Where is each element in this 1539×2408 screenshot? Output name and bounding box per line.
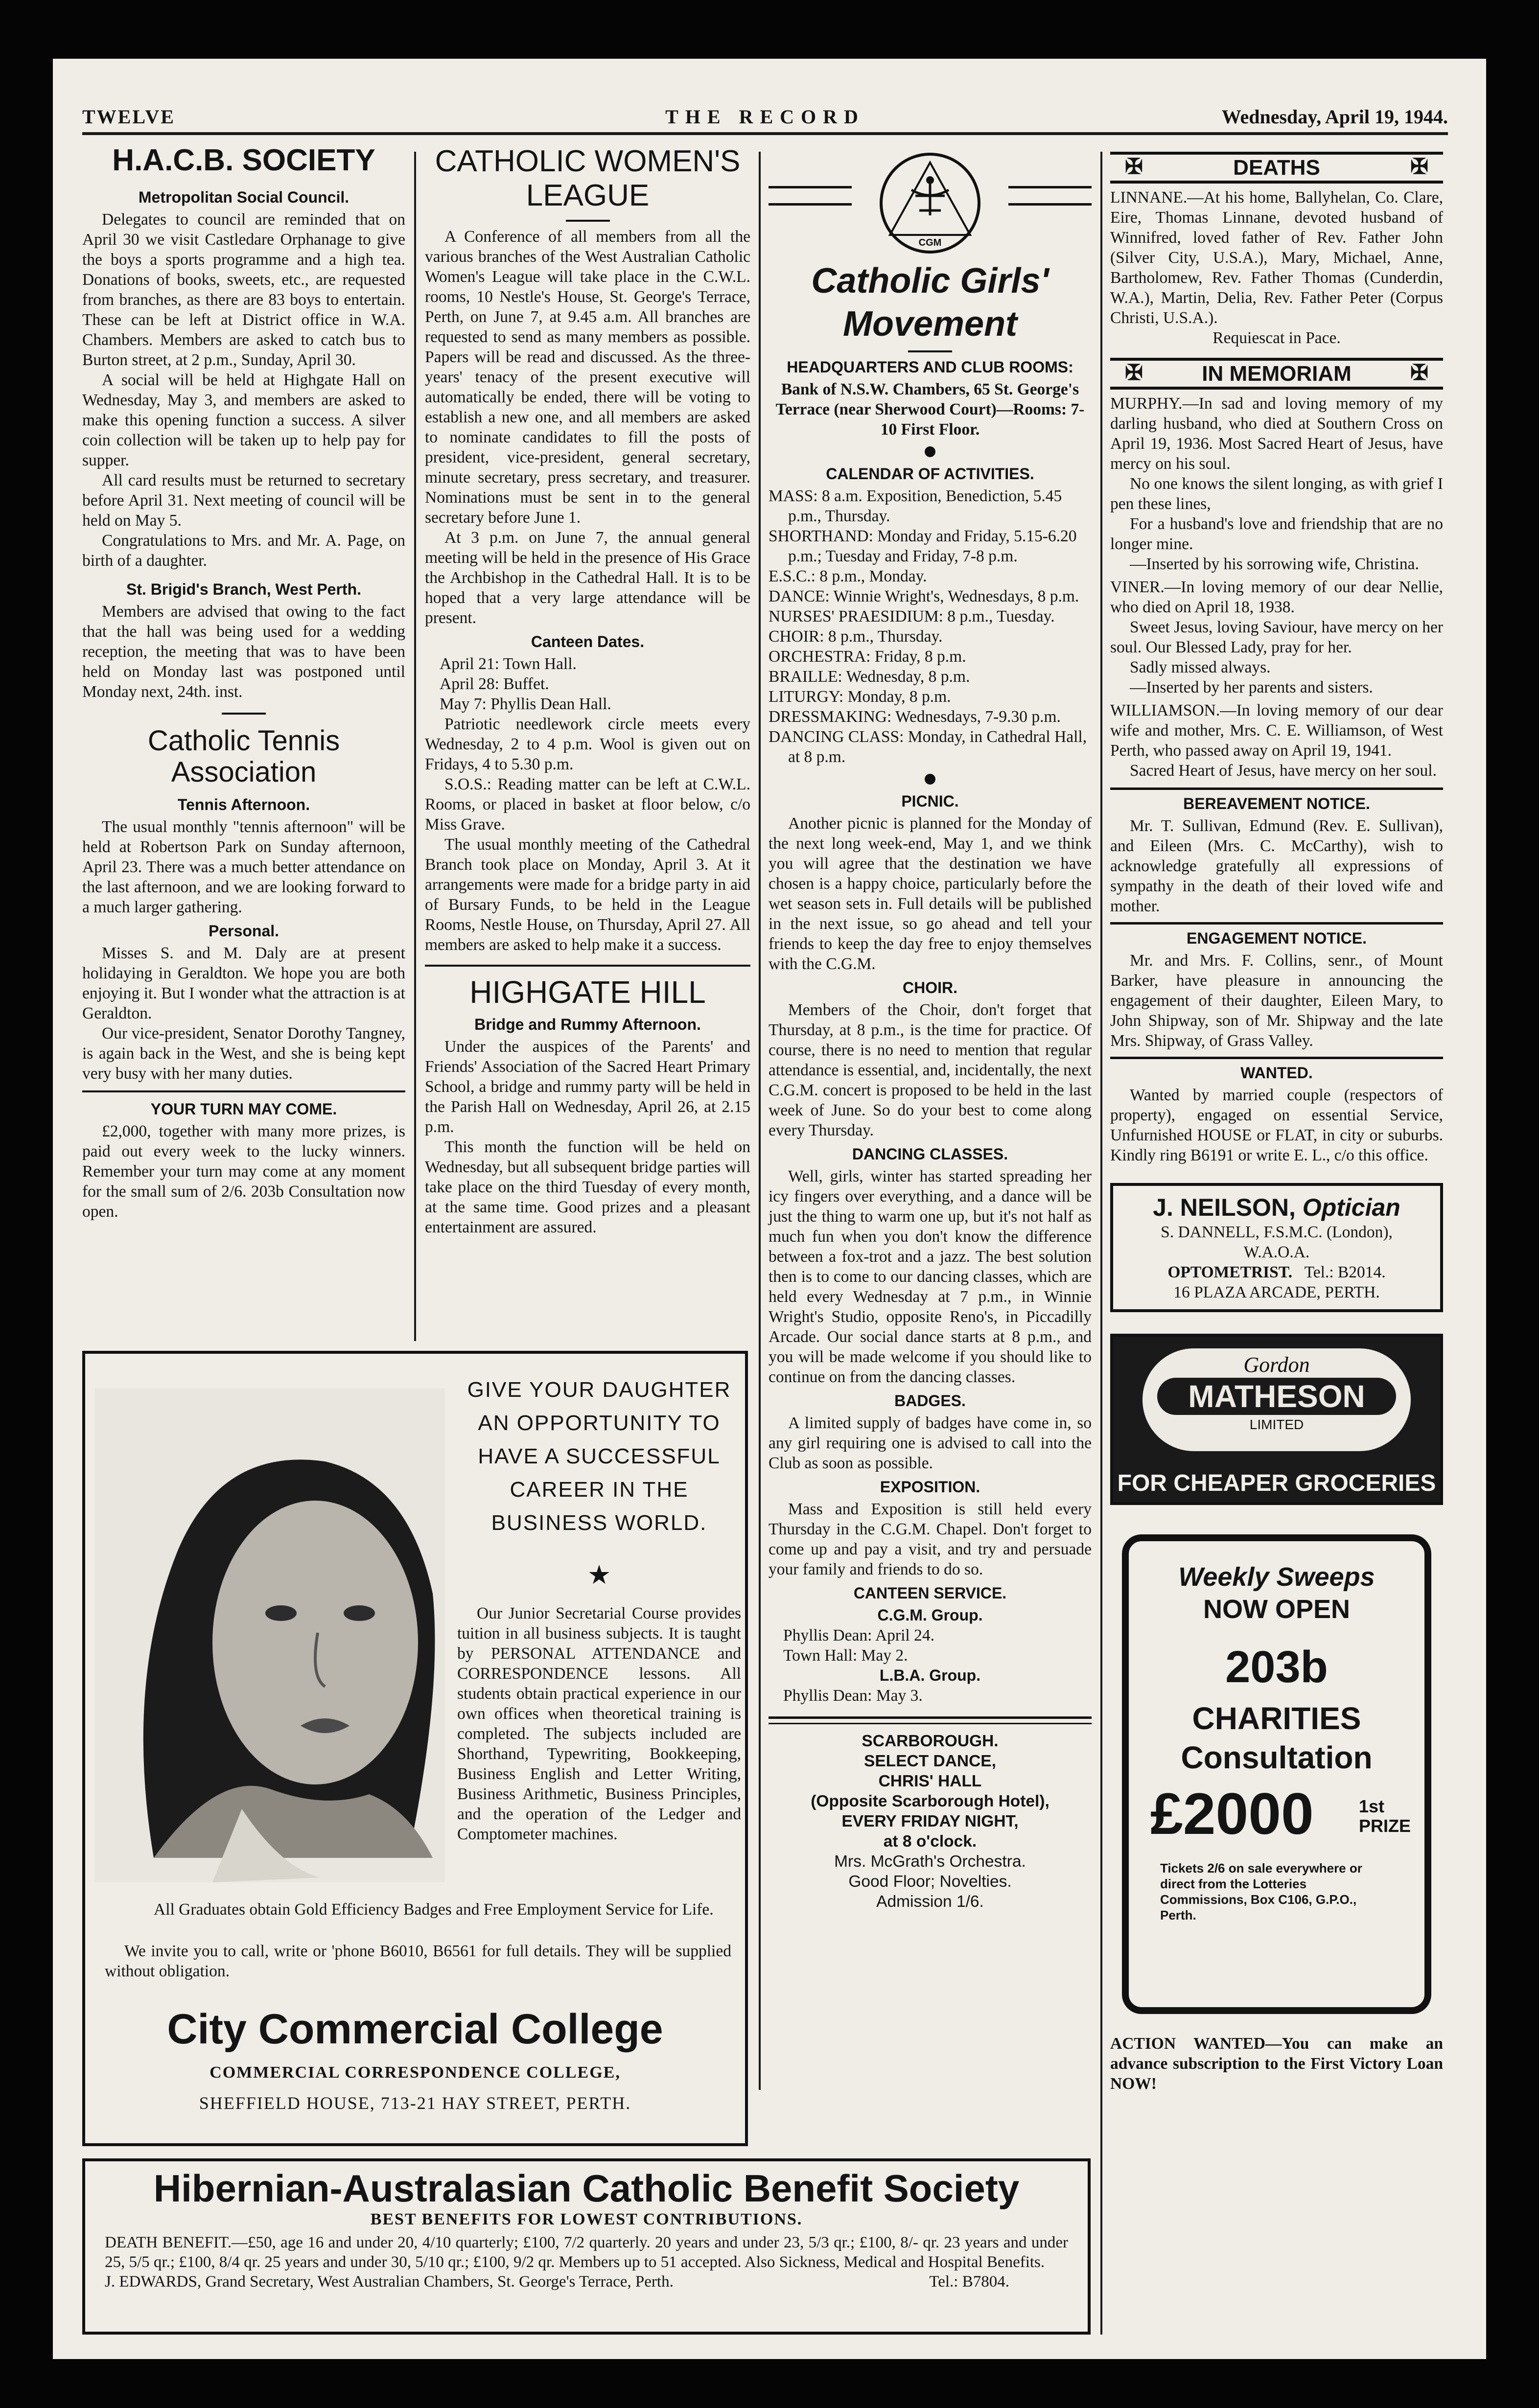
verse: No one knows the silent longing, as with grief I pen these lines, (1110, 475, 1443, 513)
column-4 (1110, 152, 1443, 2094)
ad-body: Our Junior Secretarial Course provides tuition in all business subjects. It is taught by PERSONAL ATTENDANCE and CORRESPONDENCE lessons. All students obtain practical experience in our own offices when theoretical training is completed. The subjects included are Shorthand, Typewriting, Bookkeeping, Business English and Letter Writing, Business Arithmetic, Business Principles, and the operation of the Ledger and Comptometer machines. (457, 1604, 741, 1843)
page-number: TWELVE (82, 106, 175, 128)
paragraph: All card results must be returned to secretary before April 31. Next meeting of council will be held on May 5. (82, 471, 405, 530)
ad-line: Consultation (1181, 1740, 1373, 1775)
section-subheading: YOUR TURN MAY COME. (150, 1100, 337, 1118)
ad-line: Admission 1/6. (876, 1893, 984, 1911)
hibernian-sub: BEST BENEFITS FOR LOWEST CONTRIBUTIONS. (370, 2210, 803, 2228)
memoriam-banner (1110, 358, 1443, 390)
section-subheading: PICNIC. (901, 792, 959, 810)
section-subheading: CANTEEN SERVICE. (853, 1584, 1007, 1602)
paragraph: Mr. T. Sullivan, Edmund (Rev. E. Sullivan), and Eileen (Mrs. C. McCarthy), wish to acknowledge gratefully all expressions of sympathy in the death of their loved wife and mother. (1110, 817, 1443, 915)
star-icon: ★ (587, 1560, 611, 1590)
verse: Sadly missed always. (1130, 658, 1271, 676)
ad-line: 16 PLAZA ARCADE, PERTH. (1173, 1283, 1380, 1301)
paragraph: This month the function will be held on Wednesday, but all subsequent bridge parties will take place on the third Tuesday of every month, at the same time. Good prizes and a pleasant entertainment are assured. (425, 1138, 750, 1236)
paragraph: Patriotic needlework circle meets every Wednesday, 2 to 4 p.m. Wool is given out on Fridays, 4 to 5.30 p.m. (425, 715, 750, 773)
paragraph: Delegates to council are reminded that on April 30 we visit Castledare Orphanage to give the boys a sports programme and a high tea. Donations of books, sweets, etc., are requested from branches, as there are 83 boys to entertain. These can be left at District office in W.A. Chambers. Members are asked to catch bus to Burton street, at 2 p.m., Sunday, April 30. (82, 210, 405, 369)
ad-line: (Opposite Scarborough Hotel), (811, 1792, 1049, 1810)
prize-row (1150, 1781, 1411, 1847)
paragraph: A limited supply of badges have come in, so any girl requiring one is advised to call into the Club as soon as possible. (769, 1414, 1092, 1472)
scarborough-ad (769, 1731, 1092, 1912)
portrait-image (95, 1388, 445, 1882)
divider (1110, 1057, 1443, 1059)
deaths-heading: DEATHS (1233, 156, 1320, 180)
ad-line: Tel.: B2014. (1304, 1263, 1386, 1281)
calendar-item: NURSES' PRAESIDIUM: 8 p.m., Tuesday. (769, 607, 1055, 625)
verse: Sweet Jesus, loving Saviour, have mercy on her soul. Our Blessed Lady, pray for her. (1110, 618, 1443, 656)
cross-icon: ✠ (1125, 155, 1143, 179)
hibernian-ad (82, 2158, 1091, 2335)
paragraph: At 3 p.m. on June 7, the annual general meeting will be held in the presence of His Grace the Archbishop in the Cathedral Hall. It is to be hoped that a very large attendance will be present. (425, 529, 750, 627)
paragraph: Mass and Exposition is still held every Thursday in the C.G.M. Chapel. Don't forget to come up and pay a visit, and try and persuade your family and friends to do so. (769, 1500, 1092, 1578)
ad-line: at 8 o'clock. (883, 1832, 977, 1851)
section-subheading: DANCING CLASSES. (852, 1145, 1008, 1163)
paragraph: Wanted by married couple (respectors of property), engaged on essential Service, Unfurnished HOUSE or FLAT, in city or suburbs. Kindly ring B6191 or write E. L., c/o this office. (1110, 1086, 1443, 1164)
calendar-item: DANCE: Winnie Wright's, Wednesdays, 8 p.m. (769, 587, 1079, 605)
bullet (925, 446, 935, 457)
section-subheading: HEADQUARTERS AND CLUB ROOMS: (787, 358, 1073, 376)
paragraph: Our vice-president, Senator Dorothy Tangney, is again back in the West, and she is being kept very busy with her many duties. (82, 1024, 405, 1083)
section-subheading: Tennis Afternoon. (177, 796, 310, 813)
section-subheading: CHOIR. (903, 979, 957, 996)
column-2 (425, 144, 750, 1237)
ad-headline: GIVE YOUR DAUGHTER AN OPPORTUNITY TO HAVE A SUCCESSFUL CAREER IN THE BUSINESS WORLD. (467, 1378, 731, 1535)
section-subheading: BEREAVEMENT NOTICE. (1183, 795, 1370, 812)
column-divider (414, 152, 416, 1341)
bullet (925, 774, 935, 785)
sweeps-ad (1122, 1534, 1431, 2014)
paragraph: A social will be held at Highgate Hall on Wednesday, May 3, and members are asked to make this opening function a success. A silver coin collection will be taken up to help pay for supper. (82, 371, 405, 469)
hibernian-tel: Tel.: B7804. (929, 2273, 1009, 2291)
ad-line: CHRIS' HALL (878, 1772, 982, 1790)
logo-text: CGM (918, 237, 942, 248)
list-item: Town Hall: May 2. (783, 1646, 908, 1665)
ad-line: SCARBOROUGH. (862, 1732, 999, 1750)
issue-date: Wednesday, April 19, 1944. (1221, 106, 1448, 128)
verse: For a husband's love and friendship that are no longer mine. (1110, 515, 1443, 553)
calendar-item: DANCING CLASS: Monday, in Cathedral Hall, at 8 p.m. (769, 728, 1087, 766)
ad-oval (1143, 1348, 1411, 1451)
masthead (82, 100, 1448, 131)
cross-icon: ✠ (1410, 361, 1428, 385)
hibernian-title: Hibernian-Australasian Catholic Benefit Society (153, 2167, 1020, 2210)
list-item: May 7: Phyllis Dean Hall. (440, 695, 611, 713)
cross-icon: ✠ (1125, 361, 1143, 385)
paragraph: £2,000, together with many more prizes, is paid out every week to the lucky winners. Remember your turn may come at any moment for the small sum of 2/6. 203b Consultation now open. (82, 1122, 405, 1221)
divider (769, 1716, 1092, 1719)
ad-line: S. DANNELL, F.S.M.C. (London), (1161, 1223, 1393, 1241)
matheson-ad (1110, 1334, 1443, 1505)
list-item: April 21: Town Hall. (440, 655, 577, 673)
paragraph: Well, girls, winter has started spreading her icy fingers over everything, and a dance will be just the thing to warm one up, but it's not half as much fun when you don't know the difference between a fox-trot and a jazz. The best solution then is to come to our dancing classes, which are held every Wednesday at 7 p.m., in Winnie Wright's Studio, opposite Reno's, in Piccadilly Arcade. Our social dance starts at 8 p.m., and you will be made welcome if you should like to continue on from the dancing classes. (769, 1167, 1092, 1386)
newspaper-page (53, 59, 1486, 2359)
divider (908, 350, 952, 352)
paragraph: A Conference of all members from all the various branches of the West Australian Catholic Women's League will take place in the C.W.L. rooms, 10 Nestle's House, St. George's Terrace, Perth, on June 7, at 9.45 a.m. All branches are requested to send as many members as possible. Papers will be read and discussed. As the three-years' tenacy of the present executive will automatically be ended, there will be voting to establish a new one, and all members are asked to nominate candidates to fill the posts of president, vice-president, general secretary, minute secretary, press secretary, and treasurer. Nominations must be sent in to the general secretary before June 1. (425, 228, 750, 527)
hibernian-footer (105, 2272, 1068, 2292)
ad-invite: We invite you to call, write or 'phone B6010, B6561 for full details. They will be supplied without obligation. (105, 1942, 731, 1980)
paragraph: Misses S. and M. Daly are at present holidaying in Geraldton. We hope you are both enjoying it. But I wonder what the attraction is at Geraldton. (82, 944, 405, 1022)
memoriam-notice: MURPHY.—In sad and loving memory of my darling husband, who died at Southern Cross on April 19, 1936. Most Sacred Heart of Jesus, have mercy on his soul. (1110, 394, 1443, 473)
column-1 (82, 144, 405, 1222)
ad-number: 203b (1225, 1642, 1328, 1692)
ad-brand: MATHESON (1157, 1378, 1396, 1415)
column-divider (1100, 152, 1102, 2335)
ad-tickets: Tickets 2/6 on sale everywhere or direct from the Lotteries Commissions, Box C106, G.P.O., Perth. (1160, 1861, 1362, 1922)
prize-amount: £2000 (1150, 1781, 1314, 1847)
ad-line: W.A.O.A. (1243, 1243, 1310, 1261)
calendar-item: MASS: 8 a.m. Exposition, Benediction, 5.45 p.m., Thursday. (769, 487, 1062, 525)
ad-line: Good Floor; Novelties. (848, 1873, 1012, 1891)
ad-line: Mrs. McGrath's Orchestra. (834, 1852, 1026, 1871)
memoriam-heading: IN MEMORIAM (1202, 362, 1352, 386)
paragraph: S.O.S.: Reading matter can be left at C.W.L. Rooms, or placed in basket at floor below, c/o Miss Grave. (425, 775, 750, 834)
divider (566, 220, 610, 222)
section-subheading: EXPOSITION. (880, 1478, 980, 1496)
verse: Sacred Heart of Jesus, have mercy on her soul. (1130, 762, 1437, 780)
ad-graduates: All Graduates obtain Gold Efficiency Badges and Free Employment Service for Life. (154, 1900, 714, 1919)
ad-name: J. NEILSON, (1153, 1194, 1296, 1221)
hibernian-secretary: J. EDWARDS, Grand Secretary, West Australian Chambers, St. George's Terrace, Perth. (105, 2273, 674, 2291)
list-item: Phyllis Dean: May 3. (783, 1687, 923, 1705)
section-subheading: Canteen Dates. (531, 633, 645, 650)
memoriam-notice: VINER.—In loving memory of our dear Nellie, who died on April 18, 1938. (1110, 578, 1443, 616)
section-subheading: WANTED. (1240, 1064, 1313, 1082)
memoriam-notice: WILLIAMSON.—In loving memory of our dear wife and mother, Mrs. C. E. Williamson, of West Perth, who passed away on April 19, 1941. (1110, 701, 1443, 760)
divider (1110, 787, 1443, 790)
divider (425, 965, 750, 967)
section-subheading: ENGAGEMENT NOTICE. (1186, 929, 1367, 947)
prize-label: 1st PRIZE (1359, 1796, 1411, 1836)
ad-line: EVERY FRIDAY NIGHT, (841, 1812, 1019, 1830)
section-subheading: Personal. (208, 922, 280, 940)
cgm-logo-block (769, 152, 1092, 259)
calendar-item: BRAILLE: Wednesday, 8 p.m. (769, 668, 970, 686)
college-sub: COMMERCIAL CORRESPONDENCE COLLEGE, (210, 2063, 621, 2082)
section-subheading: CALENDAR OF ACTIVITIES. (826, 465, 1034, 483)
hacb-heading: H.A.C.B. SOCIETY (112, 143, 375, 177)
section-subheading: Bridge and Rummy Afternoon. (474, 1016, 701, 1033)
paragraph: The usual monthly "tennis afternoon" will be held at Robertson Park on Sunday afternoon, April 23. There was a much better attendance on the last afternoon, and we are looking forward to a much larger gathering. (82, 818, 405, 916)
list-item: April 28: Buffet. (440, 675, 549, 693)
decorative-rule (769, 186, 852, 206)
college-address: SHEFFIELD HOUSE, 713-21 HAY STREET, PERTH. (199, 2093, 631, 2113)
ad-line: Weekly Sweeps (1178, 1562, 1375, 1592)
masthead-rule (82, 132, 1448, 135)
ad-line: OPTOMETRIST. (1167, 1263, 1293, 1281)
divider (222, 713, 266, 715)
hibernian-body: DEATH BENEFIT.—£50, age 16 and under 20, 4/10 quarterly; £100, 7/2 quarterly. 20 years and under 23, 5/3 qr.; £100, 8/- qr. 23 years and under 25, 5/5 qr.; £100, 8/4 qr. 25 years and under 30, 5/10 qr.; £100, 9/2 qr. Members up to 51 accepted. Also Sickness, Medical and Hospital Benefits. (105, 2234, 1068, 2271)
column-3 (769, 152, 1092, 1912)
calendar-item: SHORTHAND: Monday and Friday, 5.15-6.20 p.m.; Tuesday and Friday, 7-8 p.m. (769, 527, 1077, 565)
list-item: Phyllis Dean: April 24. (783, 1626, 934, 1644)
college-ad (82, 1351, 748, 2146)
rip-line: Requiescat in Pace. (1213, 329, 1341, 347)
newspaper-name: THE RECORD (665, 106, 865, 128)
cwl-heading: CATHOLIC WOMEN'S LEAGUE (435, 144, 741, 212)
highgate-heading: HIGHGATE HILL (469, 974, 706, 1010)
paragraph: Congratulations to Mrs. and Mr. A. Page, on birth of a daughter. (82, 532, 405, 570)
deaths-banner (1110, 152, 1443, 184)
cross-icon: ✠ (1410, 155, 1428, 179)
column-divider (759, 152, 761, 2090)
college-name: City Commercial College (167, 2006, 663, 2053)
calendar-item: E.S.C.: 8 p.m., Monday. (769, 567, 927, 585)
paragraph: Another picnic is planned for the Monday of the next long week-end, May 1, and we think you will agree that the destination we have chosen is a happy choice, particularly before the wet season sets in. Full details will be published in the next issue, so go ahead and tell your friends to keep the day free to enjoy themselves with the C.G.M. (769, 814, 1092, 973)
divider (1110, 922, 1443, 925)
group-heading: C.G.M. Group. (877, 1606, 983, 1624)
calendar-item: ORCHESTRA: Friday, 8 p.m. (769, 648, 966, 666)
tennis-heading: Catholic Tennis Association (147, 725, 340, 788)
paragraph: Under the auspices of the Parents' and Friends' Association of the Sacred Heart Primary School, a bridge and rummy party will be held in the Parish Hall on Wednesday, April 26, at 2.15 p.m. (425, 1038, 750, 1136)
cgm-heading: Catholic Girls' Movement (811, 261, 1049, 344)
group-heading: L.B.A. Group. (879, 1667, 981, 1684)
divider (769, 1723, 1092, 1724)
death-notice: LINNANE.—At his home, Ballyhelan, Co. Clare, Eire, Thomas Linnane, devoted husband of Winnifred, loved father of Rev. Father John (Silver City, U.S.A.), Mary, Michael, Anne, Bartholomew, Rev. Father Thomas (Cunderdin, W.A.), Martin, Delia, Rev. Father Peter (Corpus Christi, U.S.A.). (1110, 188, 1443, 327)
section-subheading: BADGES. (894, 1392, 966, 1410)
ad-tagline: FOR CHEAPER GROCERIES (1117, 1470, 1436, 1496)
calendar-item: CHOIR: 8 p.m., Thursday. (769, 627, 943, 646)
inserted-by: —Inserted by her parents and sisters. (1130, 678, 1373, 696)
neilson-ad (1110, 1183, 1443, 1312)
action-notice: ACTION WANTED—You can make an advance subscription to the First Victory Loan NOW! (1110, 2035, 1443, 2093)
ad-line: SELECT DANCE, (864, 1752, 996, 1770)
ad-ltd: LIMITED (1249, 1417, 1304, 1432)
calendar-item: DRESSMAKING: Wednesdays, 7-9.30 p.m. (769, 708, 1061, 726)
paragraph: Members are advised that owing to the fact that the hall was being used for a wedding reception, the meeting that was to have been held on Monday last was postponed until Monday next, 24th. inst. (82, 602, 405, 701)
section-subheading: St. Brigid's Branch, West Perth. (126, 580, 361, 598)
ad-role: Optician (1302, 1194, 1400, 1221)
hq-address: Bank of N.S.W. Chambers, 65 St. George's Terrace (near Sherwood Court)—Rooms: 7-10 First Floor. (775, 380, 1085, 439)
portrait-image-graphic (95, 1388, 445, 1882)
divider (82, 1090, 405, 1092)
paragraph: Mr. and Mrs. F. Collins, senr., of Mount Barker, have pleasure in announcing the engagement of their daughter, Eileen Mary, to John Shipway, son of Mr. Shipway and the late Mrs. Shipway, of Grass Valley. (1110, 951, 1443, 1050)
calendar-item: LITURGY: Monday, 8 p.m. (769, 688, 951, 706)
cgm-emblem-icon (866, 152, 994, 257)
inserted-by: —Inserted by his sorrowing wife, Christina. (1130, 555, 1419, 573)
paragraph: Members of the Choir, don't forget that Thursday, at 8 p.m., is the time for practice. Of course, there is no need to mention that regular attendance is essential, and, incidentally, the next C.G.M. concert is proposed to be held in the last week of June. So do your best to come along every Thursday. (769, 1001, 1092, 1139)
ad-line: NOW OPEN (1203, 1595, 1350, 1624)
decorative-rule (1008, 186, 1092, 206)
section-subheading: Metropolitan Social Council. (138, 188, 350, 206)
paragraph: The usual monthly meeting of the Cathedral Branch took place on Monday, April 3. At it arrangements were made for a bridge party in aid of Bursary Funds, to be held in the League Rooms, Nestle House, on Thursday, April 27. All members are asked to help make it a success. (425, 835, 750, 954)
ad-script: Gordon (1243, 1353, 1310, 1377)
ad-line: CHARITIES (1192, 1701, 1361, 1736)
